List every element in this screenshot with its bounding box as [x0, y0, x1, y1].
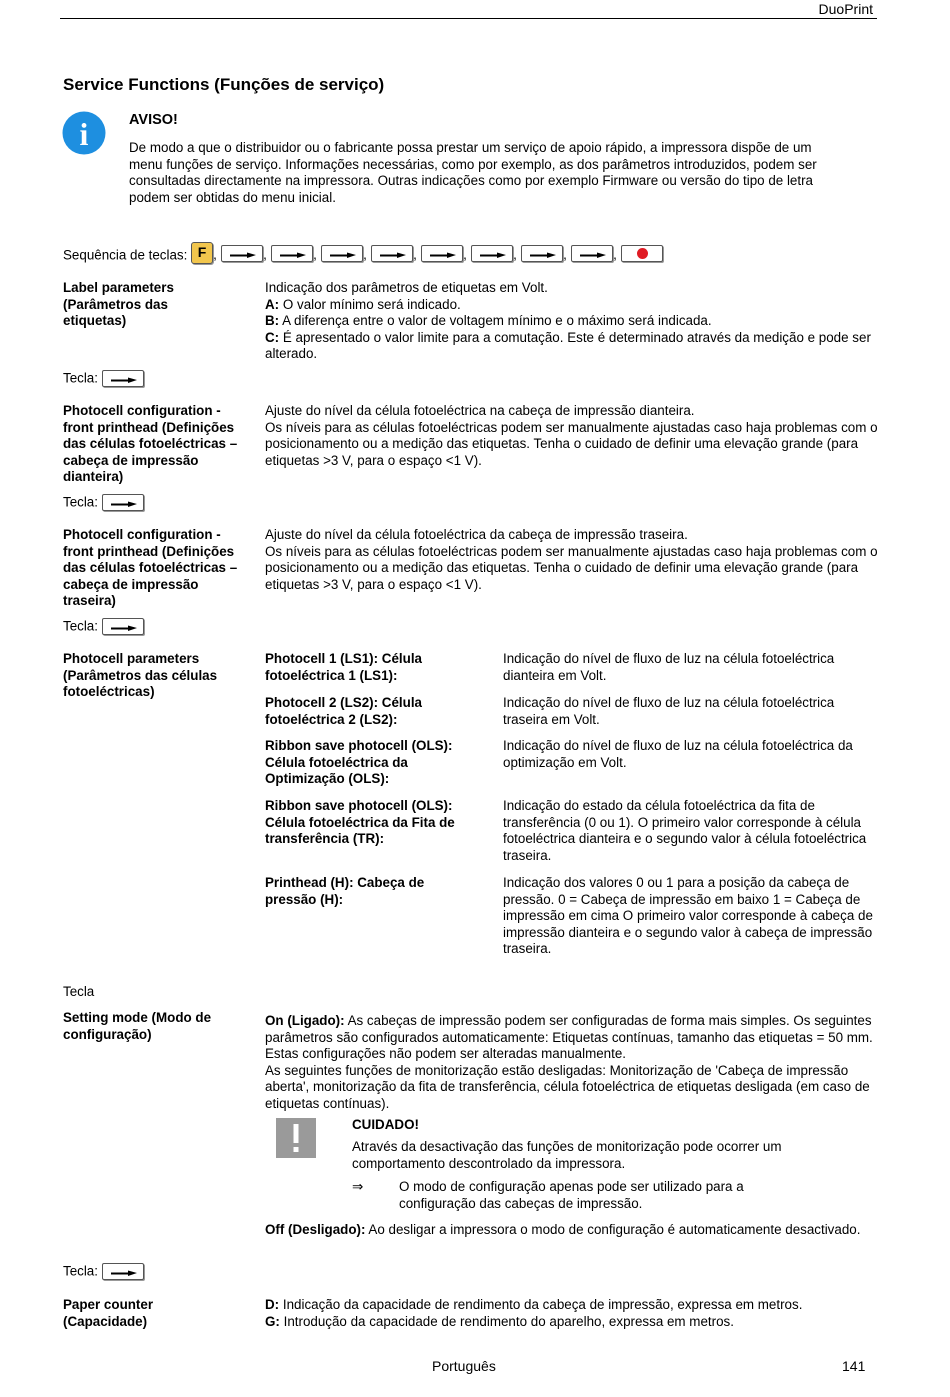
arrow-right-icon [430, 252, 456, 258]
label-params-title: Label parameters (Parâmetros das etiquetas) [63, 280, 174, 329]
pc-item-name: Photocell 2 (LS2): Célula fotoeléctrica 2 (LS2): [265, 695, 422, 727]
caution-icon [276, 1118, 316, 1158]
photocell-front-line2: Os níveis para as células fotoeléctricas podem ser manualmente ajustadas caso haja problemas com o posicionamento ou a medição das etiquetas. Tenha o cuidado de definir uma elevação grande (para etiquetas >3 V, para o espaço <1 V). [265, 419, 878, 468]
c-text: É apresentado o valor limite para a comutação. Este é determinado através da medição e pode ser alterado. [265, 329, 871, 362]
enter-key[interactable] [321, 245, 363, 262]
g-text: Introdução da capacidade de rendimento do aparelho, expressa em metros. [279, 1313, 734, 1329]
a-text: O valor mínimo será indicado. [279, 296, 461, 312]
arrow-right-icon [280, 252, 306, 258]
pc-item-name: Ribbon save photocell (OLS): Célula fotoeléctrica da Optimização (OLS): [265, 738, 453, 787]
g-key-label: G: [265, 1313, 280, 1329]
tecla-label: Tecla: [63, 1263, 98, 1279]
photocell-rear-line1: Ajuste do nível da célula fotoeléctrica da cabeça de impressão traseira. [265, 527, 688, 542]
pc-item-text: Indicação dos valores 0 ou 1 para a posição da cabeça de pressão. 0 = Cabeça de impressão em baixo 1 = Cabeça de impressão em cima O primeiro valor corresponde à cabeça de impressão dianteira e o segundo valor à cabeça de impressão traseira. [503, 875, 873, 957]
tecla-label: Tecla: [63, 370, 98, 386]
footer-language: Português [432, 1358, 496, 1374]
separator: , [313, 247, 317, 263]
caution-note: O modo de configuração apenas pode ser utilizado para a configuração das cabeças de impressão. [399, 1179, 744, 1211]
setting-mode-on-p2: As seguintes funções de monitorização estão desligadas: Monitorização de 'Cabeça de impressão aberta', monitorização da fita de transferência, célula fotoeléctrica de etiquetas desligada (em caso de etiquetas contínuas). [265, 1062, 870, 1111]
photocell-front-title: Photocell configuration - front printhead (Definições das células fotoeléctricas – cabeça de impressão dianteira) [63, 403, 238, 485]
separator: , [213, 247, 217, 263]
setting-mode-on [265, 1013, 893, 1113]
stop-icon [637, 248, 648, 259]
caution-title: CUIDADO! [352, 1117, 419, 1132]
setting-mode-on-p1 [265, 1013, 893, 1063]
caution-text: Através da desactivação das funções de monitorização pode ocorrer um comportamento descontrolado da impressora. [352, 1139, 782, 1171]
pc-item-name: Printhead (H): Cabeça de pressão (H): [265, 875, 425, 907]
on-label: On (Ligado): [265, 1013, 345, 1028]
svg-text:i: i [79, 116, 89, 152]
arrow-right-icon [111, 625, 137, 631]
separator: , [563, 247, 567, 263]
arrow-right-icon [330, 252, 356, 258]
separator: , [513, 247, 517, 263]
f-key[interactable]: F [191, 242, 213, 264]
tecla-row [63, 1263, 144, 1280]
pc-item-name: Photocell 1 (LS1): Célula fotoeléctrica 1 (LS1): [265, 651, 422, 683]
tecla-label: Tecla: [63, 618, 98, 634]
enter-key[interactable] [102, 370, 144, 387]
paper-counter-title: Paper counter (Capacidade) [63, 1297, 154, 1329]
separator: , [613, 247, 617, 263]
a-key-label: A: [265, 296, 280, 312]
pc-item-name: Ribbon save photocell (OLS): Célula fotoeléctrica da Fita de transferência (TR): [265, 798, 455, 847]
tecla-row [63, 370, 144, 387]
stop-key[interactable] [621, 245, 663, 262]
photocell-rear-title: Photocell configuration - front printhead (Definições das células fotoeléctricas – cabeça de impressão traseira) [63, 527, 238, 609]
caution-arrow: ⇒ [352, 1179, 364, 1194]
arrow-right-icon [111, 501, 137, 507]
section-title: Service Functions (Funções de serviço) [63, 75, 385, 94]
pc-item-text: Indicação do nível de fluxo de luz na célula fotoeléctrica da optimização em Volt. [503, 738, 853, 770]
photocell-rear-line2: Os níveis para as células fotoeléctricas podem ser manualmente ajustadas caso haja problemas com o posicionamento ou a medição das etiquetas. Tenha o cuidado de definir uma elevação grande (para etiquetas >3 V, para o espaço <1 V). [265, 543, 878, 592]
separator: , [413, 247, 417, 263]
tecla-label: Tecla: [63, 494, 98, 510]
label-params-desc [265, 280, 895, 363]
separator: , [263, 247, 267, 263]
enter-key[interactable] [521, 245, 563, 262]
arrow-right-icon [380, 252, 406, 258]
notice-text: De modo a que o distribuidor ou o fabricante possa prestar um serviço de apoio rápido, a impressora dispõe de um menu funções de serviço. Informações necessárias, como por exemplo, as dos parâmetros introduzidos, podem ser consultadas directamente na impressora. Outras indicações como por exemplo Firmware ou versão do tipo de letra podem ser obtidas do menu inicial. [129, 140, 817, 205]
arrow-right-icon [230, 252, 256, 258]
arrow-right-icon [480, 252, 506, 258]
footer-page-number: 141 [842, 1358, 866, 1374]
arrow-right-icon [111, 377, 137, 383]
b-key-label: B: [265, 313, 280, 329]
enter-key[interactable] [102, 494, 144, 511]
tecla-plain: Tecla [63, 984, 95, 999]
key-sequence-label: Sequência de teclas: [63, 247, 188, 263]
label-params-a [265, 297, 895, 314]
separator: , [363, 247, 367, 263]
enter-key[interactable] [571, 245, 613, 262]
d-key-label: D: [265, 1297, 280, 1312]
d-text: Indicação da capacidade de rendimento da cabeça de impressão, expressa em metros. [279, 1297, 803, 1312]
enter-key[interactable] [102, 1263, 144, 1280]
arrow-right-icon [580, 252, 606, 258]
enter-key[interactable] [102, 618, 144, 635]
enter-key[interactable] [371, 245, 413, 262]
paper-counter-d [265, 1297, 895, 1314]
b-text: A diferença entre o valor de voltagem mínimo e o máximo será indicada. [279, 313, 712, 329]
key-sequence [63, 242, 663, 264]
arrow-right-icon [111, 1270, 137, 1276]
photocell-front-desc [265, 403, 895, 469]
off-text: Ao desligar a impressora o modo de configuração é automaticamente desactivado. [365, 1222, 861, 1237]
on-text: As cabeças de impressão podem ser configuradas de forma mais simples. Os seguintes parâmetros são configurados automaticamente: Etiquetas contínuas, tamanho das etiquetas = 50 mm. Estas configurações não podem ser alteradas manualmente. [265, 1013, 873, 1062]
pc-item-text: Indicação do estado da célula fotoeléctrica da fita de transferência (0 ou 1). O primeiro valor corresponde à célula fotoeléctrica dianteira e o segundo valor à célula fotoeléctrica traseira. [503, 798, 867, 863]
tecla-row [63, 618, 144, 635]
setting-mode-title: Setting mode (Modo de configuração) [63, 1010, 212, 1042]
header-rule [60, 18, 877, 19]
info-icon [62, 111, 106, 155]
separator: , [463, 247, 467, 263]
photocell-rear-desc [265, 527, 895, 593]
header-product: DuoPrint [818, 1, 873, 17]
tecla-row [63, 494, 144, 511]
arrow-right-icon [530, 252, 556, 258]
enter-key[interactable] [221, 245, 263, 262]
paper-counter-desc [265, 1297, 895, 1330]
pc-item-text: Indicação do nível de fluxo de luz na célula fotoeléctrica dianteira em Volt. [503, 651, 835, 683]
label-params-b [265, 313, 895, 330]
notice-title: AVISO! [129, 112, 178, 128]
enter-key[interactable] [471, 245, 513, 262]
paper-counter-g [265, 1314, 895, 1331]
label-params-intro: Indicação dos parâmetros de etiquetas em Volt. [265, 280, 548, 295]
pc-item-text: Indicação do nível de fluxo de luz na célula fotoeléctrica traseira em Volt. [503, 695, 835, 727]
photocell-params-title: Photocell parameters (Parâmetros das células fotoeléctricas) [63, 651, 218, 700]
setting-mode-off [265, 1222, 865, 1239]
off-label: Off (Desligado): [265, 1222, 366, 1237]
label-params-c [265, 330, 895, 363]
enter-key[interactable] [421, 245, 463, 262]
photocell-front-line1: Ajuste do nível da célula fotoeléctrica na cabeça de impressão dianteira. [265, 403, 695, 418]
c-key-label: C: [265, 329, 280, 345]
enter-key[interactable] [271, 245, 313, 262]
